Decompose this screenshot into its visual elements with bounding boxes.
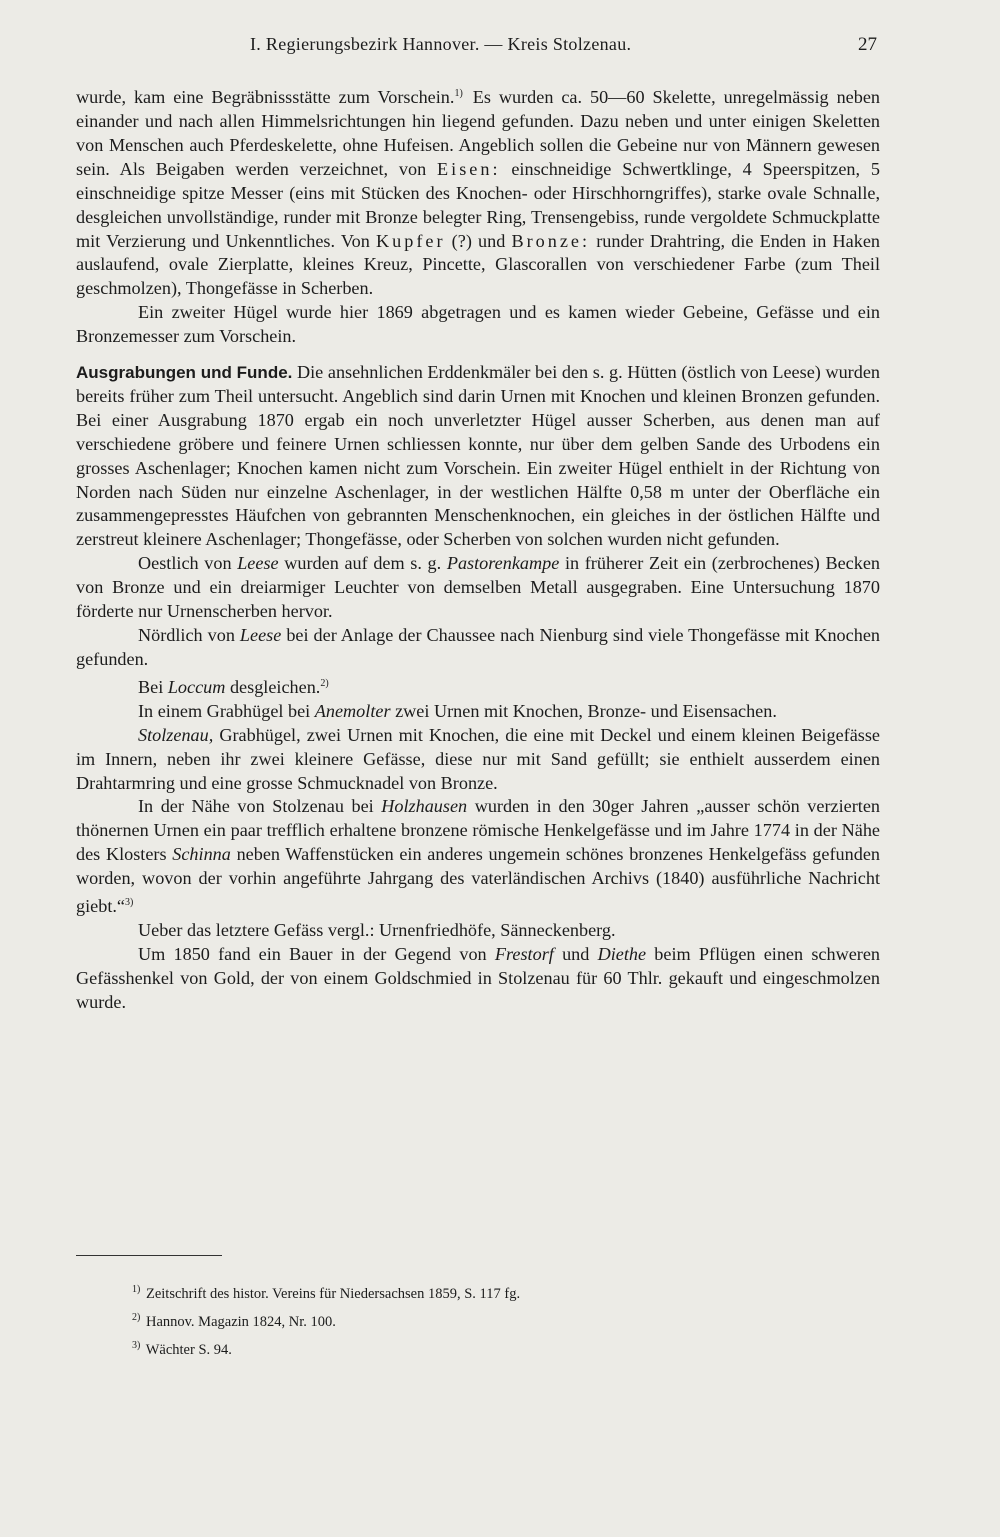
footnote-ref-3: 3) xyxy=(125,897,134,909)
text-run: zwei Urnen mit Knochen, Bronze- und Eisensachen. xyxy=(390,700,777,721)
place-name: Pastorenkampe xyxy=(446,553,560,574)
text-run: und xyxy=(553,943,598,964)
text-run: In der Nähe von Stolzenau bei xyxy=(138,796,382,817)
place-name: Anemolter xyxy=(314,700,391,721)
paragraph-1 xyxy=(76,82,880,301)
paragraph-10: Ueber das letztere Gefäss vergl.: Urnenfriedhöfe, Sänneckenberg. xyxy=(138,920,616,940)
paragraph-9 xyxy=(76,795,880,919)
place-name: Loccum xyxy=(167,676,226,697)
spaced-term-kupfer: Kupfer xyxy=(376,230,446,251)
place-name: Schinna xyxy=(172,844,231,865)
footnote-marker: 2) xyxy=(132,1311,141,1323)
text-run: Nördlich von xyxy=(138,625,240,645)
footnote-ref-1: 1) xyxy=(454,88,463,99)
place-name: Frestorf xyxy=(494,943,554,964)
footnote-text: Hannov. Magazin 1824, Nr. 100. xyxy=(145,1313,336,1330)
text-run: Oestlich von xyxy=(138,553,238,574)
page-header xyxy=(0,34,1000,64)
paragraph-11 xyxy=(76,943,880,1015)
spaced-term-eisen: Eisen: xyxy=(437,158,501,179)
text-run: Bei xyxy=(138,676,168,697)
section-lead: Ausgrabungen und Funde. xyxy=(76,363,293,383)
footnote-2 xyxy=(76,1306,880,1334)
paragraph-6 xyxy=(76,672,880,700)
text-run: in früherer Zeit ein (zerbrochenes) Becken von Bronze und ein dreiarmiger Leuchter von demselben Metall ausgegraben. Eine Untersuchung 1870 förderte nur Urnenscherben hervor. xyxy=(76,553,880,622)
text-run: wurden in den 30ger Jahren „ausser schön verzierten thönernen Urnen ein paar trefflich erhaltene bronzene römische Henkelgefässe und im Jahre 1774 in der Nähe des Klosters xyxy=(76,796,880,865)
paragraph-7 xyxy=(76,700,880,724)
footnote-divider xyxy=(76,1255,222,1256)
place-name: Stolzenau, xyxy=(138,724,214,745)
paragraph-3 xyxy=(76,361,880,552)
spaced-term-bronze: Bronze: xyxy=(511,230,591,251)
footnote-ref-2: 2) xyxy=(320,677,329,689)
footnote-3 xyxy=(76,1334,880,1362)
text-run: (?) und xyxy=(445,230,512,251)
text-run: In einem Grabhügel bei xyxy=(138,700,315,721)
place-name: Diethe xyxy=(597,943,647,964)
footnote-text: Zeitschrift des histor. Vereins für Niedersachsen 1859, S. 117 fg. xyxy=(145,1285,521,1302)
text-run: neben Waffenstücken ein anderes ungemein schönes bronzenes Henkelgefäss gefunden worden, wovon der vorhin angeführte Jahrgang des vaterländischen Archivs (1840) ausführliche Nachricht giebt.“ xyxy=(76,844,880,917)
paragraph-2: Ein zweiter Hügel wurde hier 1869 abgetragen und es kamen wieder Gebeine, Gefässe und ein Bronzemesser zum Vorschein. xyxy=(76,302,880,347)
footnote-marker: 1) xyxy=(132,1284,141,1295)
paragraph-8 xyxy=(76,724,880,796)
running-title: I. Regierungsbezirk Hannover. — Kreis Stolzenau. xyxy=(250,34,632,54)
text-run: wurde, kam eine Begräbnissstätte zum Vorschein. xyxy=(76,87,455,108)
paragraph-4 xyxy=(76,552,880,624)
footnotes xyxy=(76,1255,880,1361)
text-run: Grabhügel, zwei Urnen mit Knochen, die eine mit Deckel und einem kleinen Beigefässe im Innern, neben ihr zwei kleinere Gefässe, diese nur mit Sand gefüllt; sie enthielt ausserdem einen Drahtarmring und eine grosse Schmucknadel von Bronze. xyxy=(76,724,880,793)
page-number: 27 xyxy=(858,34,877,55)
place-name: Leese xyxy=(239,625,282,645)
text-run: beim Pflügen einen schweren Gefässhenkel von Gold, der von einem Goldschmied in Stolzenau für 60 Thlr. gekauft und eingeschmolzen wurde. xyxy=(76,943,880,1012)
footnote-marker: 3) xyxy=(132,1339,141,1351)
place-name: Holzhausen xyxy=(381,796,468,817)
text-run: runder Drahtring, die Enden in Haken auslaufend, ovale Zierplatte, kleines Kreuz, Pincette, Glascorallen von verschiedener Farbe (zum Theil geschmolzen), Thongefässe in Scherben. xyxy=(76,230,880,299)
text-run: Um 1850 fand ein Bauer in der Gegend von xyxy=(138,943,495,964)
place-name: Leese xyxy=(237,553,279,574)
text-run: Die ansehnlichen Erddenkmäler bei den s. g. Hütten (östlich von Leese) wurden bereits früher zum Theil untersucht. Angeblich sind darin Urnen mit Knochen und kleinen Bronzen gefunden. Bei einer Ausgrabung 1870 ergab ein noch unverletzter Hügel ausser Scherben, aus denen man auf verschiedene gröbere und feinere Urnen schliessen konnte, nur über dem gelben Sande des Urbodens ein grosses Aschenlager; Knochen kamen nicht zum Vorschein. Ein zweiter Hügel enthielt in der Richtung von Norden nach Süden nur einzelne Aschenlager, in der westlichen Hälfte 0,58 m unter der Oberfläche ein zusammengepresstes Häufchen von gebrannten Menschenknochen, ein gleiches in der östlichen Hälfte und zerstreut kleinere Aschenlager; Thongefässe, oder Scherben von solchen wurden nicht gefunden. xyxy=(76,362,880,550)
footnote-1 xyxy=(76,1278,880,1306)
paragraph-5 xyxy=(76,624,880,672)
text-run: desgleichen. xyxy=(225,676,321,697)
text-run: bei der Anlage der Chaussee nach Nienburg sind viele Thongefässe mit Knochen gefunden. xyxy=(76,625,880,669)
text-run: wurden auf dem s. g. xyxy=(278,553,447,574)
footnote-text: Wächter S. 94. xyxy=(145,1341,232,1358)
text-run: einschneidige Schwertklinge, 4 Speerspitzen, 5 einschneidige spitze Messer (eins mit Stücken des Knochen- oder Hirschhorngriffes), starke ovale Schnalle, desgleichen unvollständige, runder mit Bronze belegter Ring, Trensengebiss, runde vergoldete Schmuckplatte mit Verzierung und Unkenntliches. Von xyxy=(76,158,880,251)
text-run: Es wurden ca. 50—60 Skelette, unregelmässig neben einander und nach allen Himmelsrichtungen hin liegend gefunden. Dazu neben und unter einigen Skeletten von Menschen auch Pferdeskelette, ohne Hufeisen. Angeblich sollen die Gebeine nur von Männern gewesen sein. Als Beigaben werden verzeichnet, von xyxy=(76,87,880,179)
body-text xyxy=(76,82,880,1015)
